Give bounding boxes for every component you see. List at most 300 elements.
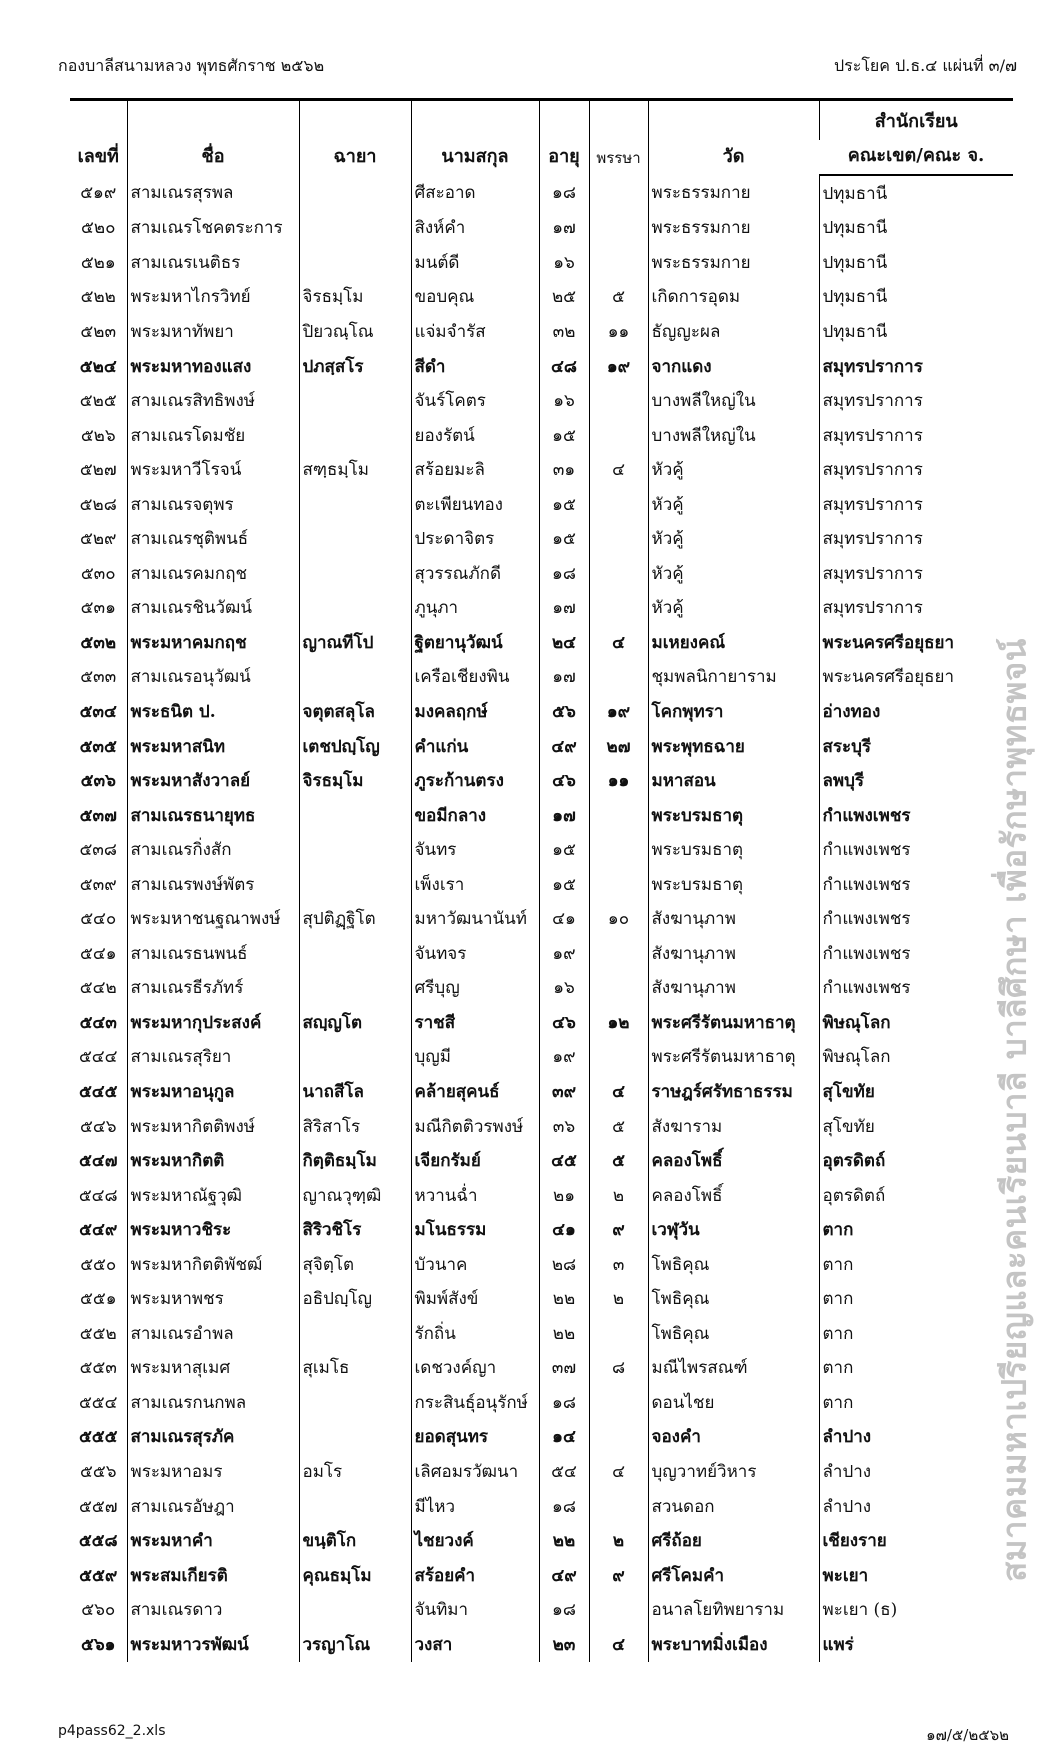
row-age: ๑๗ — [539, 591, 589, 626]
row-vassa: ๘ — [589, 1351, 648, 1386]
row-school: ตาก — [819, 1385, 1013, 1420]
row-name: พระมหาสังวาลย์ — [127, 763, 299, 798]
row-school: สมุทรปราการ — [819, 556, 1013, 591]
row-name: สามเณรชุติพนธ์ — [127, 521, 299, 556]
row-alias: นาถสีโล — [299, 1074, 411, 1109]
row-school: ตาก — [819, 1212, 1013, 1247]
row-number: ๕๓๙ — [79, 874, 117, 895]
header-right: ประโยค ป.ธ.๔ แผ่นที่ ๓/๗ — [833, 56, 1017, 75]
row-number: ๕๓๗ — [79, 805, 117, 826]
row-surname: ประดาจิตร — [411, 521, 539, 556]
row-surname: สีดำ — [411, 349, 539, 384]
row-alias: ญาณวุฑฺฒิ — [299, 1178, 411, 1213]
table-row — [70, 1489, 1013, 1524]
row-name: พระมหาวชิระ — [127, 1212, 299, 1247]
row-alias: กิตฺติธมฺโม — [299, 1143, 411, 1178]
table-row — [70, 832, 1013, 867]
row-age: ๕๔ — [539, 1454, 589, 1489]
row-vassa: ๕ — [589, 1109, 648, 1144]
row-name: พระมหาณัฐวุฒิ — [127, 1178, 299, 1213]
row-surname: เครือเชียงพิน — [411, 660, 539, 695]
row-alias — [299, 245, 411, 280]
table-row — [70, 1592, 1013, 1627]
table-row — [70, 901, 1013, 936]
row-surname: เลิศอมรวัฒนา — [411, 1454, 539, 1489]
row-school: ลำปาง — [819, 1489, 1013, 1524]
row-surname: ราชสี — [411, 1005, 539, 1040]
table-row — [70, 1316, 1013, 1351]
row-surname: เพ็งเรา — [411, 867, 539, 902]
row-temple: หัวคู้ — [648, 452, 819, 487]
row-name: พระมหาสุเมศ — [127, 1351, 299, 1386]
row-name: สามเณรเนติธร — [127, 245, 299, 280]
row-number: ๕๒๐ — [81, 218, 116, 239]
row-age: ๓๑ — [539, 452, 589, 487]
row-temple: เกิดการอุดม — [648, 280, 819, 315]
row-temple: หัวคู้ — [648, 591, 819, 626]
row-age: ๔๙ — [539, 729, 589, 764]
row-name: พระมหาคำ — [127, 1523, 299, 1558]
row-surname: ยองรัตน์ — [411, 418, 539, 453]
row-surname: มณีกิตติวรพงษ์ — [411, 1109, 539, 1144]
row-number: ๕๖๐ — [81, 1600, 116, 1621]
row-surname: บุญมี — [411, 1040, 539, 1075]
row-surname: ขอบคุณ — [411, 280, 539, 315]
row-alias — [299, 832, 411, 867]
row-temple: พระศรีรัตนมหาธาตุ — [648, 1005, 819, 1040]
row-name: สามเณรจตุพร — [127, 487, 299, 522]
row-vassa — [589, 211, 648, 246]
row-temple: ศรีโคมคำ — [648, 1558, 819, 1593]
row-name: สามเณรกิ่งสัก — [127, 832, 299, 867]
row-vassa — [589, 1316, 648, 1351]
row-temple: สวนดอก — [648, 1489, 819, 1524]
row-number: ๕๓๐ — [80, 563, 116, 584]
row-school: พะเยา (ธ) — [819, 1592, 1013, 1627]
row-alias — [299, 936, 411, 971]
table-row — [70, 591, 1013, 626]
row-age: ๒๕ — [539, 280, 589, 315]
row-alias — [299, 867, 411, 902]
row-age: ๒๘ — [539, 1247, 589, 1282]
row-temple: โพธิคุณ — [648, 1282, 819, 1317]
row-surname: ฐิตยานุวัฒน์ — [411, 625, 539, 660]
row-school: สระบุรี — [819, 729, 1013, 764]
col-header-vassa: พรรษา — [589, 100, 648, 176]
row-school: ตาก — [819, 1316, 1013, 1351]
row-surname: ขอมีกลาง — [411, 798, 539, 833]
row-vassa: ๔ — [589, 452, 648, 487]
table-row — [70, 245, 1013, 280]
row-number: ๕๔๓ — [79, 1012, 117, 1033]
row-temple: ดอนไชย — [648, 1385, 819, 1420]
row-school: ลำปาง — [819, 1420, 1013, 1455]
row-number: ๕๕๐ — [80, 1254, 117, 1275]
row-temple: สังฆาราม — [648, 1109, 819, 1144]
row-temple: ราษฎร์ศรัทธาธรรม — [648, 1074, 819, 1109]
row-temple: พระศรีรัตนมหาธาตุ — [648, 1040, 819, 1075]
row-vassa — [589, 1040, 648, 1075]
row-vassa — [589, 798, 648, 833]
row-surname: หวานฉ่ำ — [411, 1178, 539, 1213]
row-name: พระสมเกียรติ — [127, 1558, 299, 1593]
table-row — [70, 729, 1013, 764]
row-age: ๑๘ — [539, 1385, 589, 1420]
row-school: สมุทรปราการ — [819, 591, 1013, 626]
row-temple: พระธรรมกาย — [648, 175, 819, 211]
row-number: ๕๖๑ — [81, 1634, 116, 1655]
row-number: ๕๔๐ — [80, 909, 117, 930]
row-alias: ปิยวณฺโณ — [299, 314, 411, 349]
table-row — [70, 1178, 1013, 1213]
row-surname: สร้อยคำ — [411, 1558, 539, 1593]
row-age: ๑๖ — [539, 245, 589, 280]
row-number: ๕๑๙ — [80, 183, 117, 204]
row-temple: พระบรมธาตุ — [648, 832, 819, 867]
row-alias: จิรธมฺโม — [299, 280, 411, 315]
footer-filename: p4pass62_2.xls — [58, 1723, 166, 1739]
row-surname: สิงห์คำ — [411, 211, 539, 246]
row-age: ๔๘ — [539, 349, 589, 384]
row-temple: หัวคู้ — [648, 556, 819, 591]
row-school: สมุทรปราการ — [819, 487, 1013, 522]
row-surname: มนต์ดี — [411, 245, 539, 280]
row-alias — [299, 1592, 411, 1627]
row-age: ๑๘ — [539, 1489, 589, 1524]
table-row — [70, 349, 1013, 384]
row-name: พระมหากิตติพงษ์ — [127, 1109, 299, 1144]
row-school: พิษณุโลก — [819, 1040, 1013, 1075]
row-vassa — [589, 660, 648, 695]
row-vassa: ๕ — [589, 1143, 648, 1178]
row-vassa: ๔ — [589, 1074, 648, 1109]
row-alias — [299, 211, 411, 246]
row-name: สามเณรธนายุทธ — [127, 798, 299, 833]
table-row — [70, 1351, 1013, 1386]
row-age: ๔๖ — [539, 1005, 589, 1040]
row-number: ๕๒๔ — [79, 356, 117, 377]
table-row — [70, 1627, 1013, 1662]
table-row — [70, 694, 1013, 729]
row-name: สามเณรสุริยา — [127, 1040, 299, 1075]
row-alias — [299, 1040, 411, 1075]
row-age: ๑๙ — [539, 936, 589, 971]
row-school: พระนครศรีอยุธยา — [819, 625, 1013, 660]
row-school: อุตรดิตถ์ — [819, 1178, 1013, 1213]
row-vassa — [589, 245, 648, 280]
row-number: ๕๔๕ — [78, 1081, 118, 1102]
row-surname: เดชวงค์ญา — [411, 1351, 539, 1386]
row-temple: พระบรมธาตุ — [648, 798, 819, 833]
row-school: ปทุมธานี — [819, 314, 1013, 349]
row-vassa — [589, 521, 648, 556]
row-name: พระมหากุประสงค์ — [127, 1005, 299, 1040]
table-row — [70, 1212, 1013, 1247]
row-surname: เจียกรัมย์ — [411, 1143, 539, 1178]
row-number: ๕๔๙ — [79, 1220, 118, 1241]
col-header-alias: ฉายา — [299, 100, 411, 176]
row-age: ๒๒ — [539, 1316, 589, 1351]
row-vassa — [589, 1420, 648, 1455]
row-alias — [299, 1316, 411, 1351]
row-surname: มหาวัฒนานันท์ — [411, 901, 539, 936]
row-school: พิษณุโลก — [819, 1005, 1013, 1040]
row-age: ๔๖ — [539, 763, 589, 798]
row-temple: พระบรมธาตุ — [648, 867, 819, 902]
row-surname: มโนธรรม — [411, 1212, 539, 1247]
col-header-surname: นามสกุล — [411, 100, 539, 176]
row-school: ลำปาง — [819, 1454, 1013, 1489]
row-temple: บางพลีใหญ่ใน — [648, 383, 819, 418]
row-temple: หัวคู้ — [648, 521, 819, 556]
row-name: สามเณรโดมชัย — [127, 418, 299, 453]
row-age: ๕๖ — [539, 694, 589, 729]
table-row — [70, 798, 1013, 833]
table-row — [70, 452, 1013, 487]
row-temple: เวฬุวัน — [648, 1212, 819, 1247]
row-age: ๒๑ — [539, 1178, 589, 1213]
row-vassa: ๔ — [589, 625, 648, 660]
row-alias — [299, 798, 411, 833]
row-school: สุโขทัย — [819, 1074, 1013, 1109]
row-number: ๕๔๗ — [78, 1151, 118, 1172]
row-age: ๑๙ — [539, 1040, 589, 1075]
table-row — [70, 1247, 1013, 1282]
table-row — [70, 521, 1013, 556]
row-vassa — [589, 418, 648, 453]
row-age: ๑๘ — [539, 1592, 589, 1627]
row-vassa: ๓ — [589, 1247, 648, 1282]
row-surname: จันทจร — [411, 936, 539, 971]
row-number: ๕๕๘ — [78, 1531, 118, 1552]
row-name: สามเณรธีรภัทร์ — [127, 971, 299, 1006]
row-age: ๒๔ — [539, 625, 589, 660]
row-alias: สฑฺธมฺโม — [299, 452, 411, 487]
row-school: สมุทรปราการ — [819, 418, 1013, 453]
row-age: ๑๕ — [539, 521, 589, 556]
row-number: ๕๔๘ — [78, 1185, 118, 1206]
row-age: ๑๕ — [539, 867, 589, 902]
row-alias: ปภสฺสโร — [299, 349, 411, 384]
row-number: ๕๓๘ — [79, 840, 118, 861]
row-vassa — [589, 383, 648, 418]
row-name: สามเณรสุรพล — [127, 175, 299, 211]
row-temple: พระธรรมกาย — [648, 245, 819, 280]
row-surname: จันทร — [411, 832, 539, 867]
col-header-temple: วัด — [648, 100, 819, 176]
table-row — [70, 936, 1013, 971]
row-alias: สุเมโธ — [299, 1351, 411, 1386]
row-number: ๕๔๒ — [79, 978, 117, 999]
row-vassa: ๔ — [589, 1454, 648, 1489]
row-vassa: ๑๑ — [589, 763, 648, 798]
row-name: พระมหาอมร — [127, 1454, 299, 1489]
row-name: พระมหาคมกฤช — [127, 625, 299, 660]
row-surname: ภูนุภา — [411, 591, 539, 626]
row-age: ๔๑ — [539, 1212, 589, 1247]
row-school: ปทุมธานี — [819, 280, 1013, 315]
row-alias: เตชปญฺโญ — [299, 729, 411, 764]
table-row — [70, 1282, 1013, 1317]
row-number: ๕๔๖ — [79, 1116, 117, 1137]
row-alias — [299, 487, 411, 522]
table-row — [70, 763, 1013, 798]
row-school: แพร่ — [819, 1627, 1013, 1662]
row-alias — [299, 521, 411, 556]
row-name: สามเณรโชคตระการ — [127, 211, 299, 246]
row-temple: พระพุทธฉาย — [648, 729, 819, 764]
row-surname: จันร์โคตร — [411, 383, 539, 418]
row-name: พระมหาวีโรจน์ — [127, 452, 299, 487]
row-vassa — [589, 867, 648, 902]
row-name: พระมหากิตติ — [127, 1143, 299, 1178]
row-age: ๒๒ — [539, 1282, 589, 1317]
row-school: ปทุมธานี — [819, 175, 1013, 211]
row-temple: สังฆานุภาพ — [648, 936, 819, 971]
row-number: ๕๔๔ — [78, 1047, 118, 1068]
table-row — [70, 1005, 1013, 1040]
row-number: ๕๓๓ — [80, 667, 117, 688]
row-number: ๕๒๘ — [79, 494, 117, 515]
row-school: พระนครศรีอยุธยา — [819, 660, 1013, 695]
row-temple: จากแดง — [648, 349, 819, 384]
row-surname: ตะเพียนทอง — [411, 487, 539, 522]
row-alias: คุณธมฺโม — [299, 1558, 411, 1593]
row-vassa: ๒ — [589, 1282, 648, 1317]
row-temple: โพธิคุณ — [648, 1316, 819, 1351]
row-temple: สังฆานุภาพ — [648, 971, 819, 1006]
row-surname: ภูระก้านตรง — [411, 763, 539, 798]
row-age: ๓๗ — [539, 1351, 589, 1386]
table-row — [70, 1040, 1013, 1075]
row-number: ๕๒๑ — [80, 252, 116, 273]
row-vassa — [589, 487, 648, 522]
row-age: ๑๖ — [539, 383, 589, 418]
row-name: พระมหาอนุกูล — [127, 1074, 299, 1109]
row-number: ๕๕๓ — [79, 1358, 117, 1379]
row-name: สามเณรคมกฤช — [127, 556, 299, 591]
row-surname: คำแก่น — [411, 729, 539, 764]
table-row — [70, 1523, 1013, 1558]
table-row — [70, 1109, 1013, 1144]
row-alias: สิริวชิโร — [299, 1212, 411, 1247]
row-number: ๕๒๗ — [79, 460, 117, 481]
row-alias: จิรธมฺโม — [299, 763, 411, 798]
row-temple: สังฆานุภาพ — [648, 901, 819, 936]
row-school: อ่างทอง — [819, 694, 1013, 729]
row-school: กำแพงเพชร — [819, 901, 1013, 936]
row-alias: อธิปญฺโญ — [299, 1282, 411, 1317]
footer-date: ๑๗/๕/๒๕๖๒ — [926, 1726, 1009, 1744]
row-alias — [299, 660, 411, 695]
row-number: ๕๒๒ — [80, 287, 116, 308]
row-temple: โพธิคุณ — [648, 1247, 819, 1282]
row-temple: ชุมพลนิกายาราม — [648, 660, 819, 695]
row-surname: สร้อยมะลิ — [411, 452, 539, 487]
table-row — [70, 971, 1013, 1006]
col-header-no: เลขที่ — [70, 100, 127, 176]
row-number: ๕๒๕ — [79, 391, 117, 412]
row-alias: ขนฺติโก — [299, 1523, 411, 1558]
row-number: ๕๕๑ — [79, 1289, 117, 1310]
row-name: พระมหาทัพยา — [127, 314, 299, 349]
row-alias: สุจิตฺโต — [299, 1247, 411, 1282]
row-surname: จันทิมา — [411, 1592, 539, 1627]
row-temple: มเหยงคณ์ — [648, 625, 819, 660]
row-vassa: ๑๑ — [589, 314, 648, 349]
row-age: ๑๘ — [539, 175, 589, 211]
row-number: ๕๕๗ — [78, 1496, 118, 1517]
row-surname: แจ่มจำรัส — [411, 314, 539, 349]
row-temple: หัวคู้ — [648, 487, 819, 522]
row-age: ๑๗ — [539, 798, 589, 833]
row-number: ๕๒๖ — [80, 425, 116, 446]
row-age: ๒๒ — [539, 1523, 589, 1558]
table-row — [70, 625, 1013, 660]
row-temple: คลองโพธิ์ — [648, 1143, 819, 1178]
row-temple: พระบาทมิ่งเมือง — [648, 1627, 819, 1662]
row-school: พะเยา — [819, 1558, 1013, 1593]
row-vassa: ๔ — [589, 1627, 648, 1662]
row-number: ๕๓๒ — [80, 632, 117, 653]
row-age: ๑๔ — [539, 1420, 589, 1455]
row-age: ๑๗ — [539, 660, 589, 695]
row-temple: บุญวาทย์วิหาร — [648, 1454, 819, 1489]
row-vassa: ๒ — [589, 1523, 648, 1558]
table-row — [70, 1420, 1013, 1455]
row-number: ๕๕๙ — [79, 1565, 118, 1586]
row-alias — [299, 1420, 411, 1455]
row-number: ๕๕๒ — [79, 1323, 117, 1344]
row-school: กำแพงเพชร — [819, 936, 1013, 971]
row-age: ๑๕ — [539, 832, 589, 867]
row-name: สามเณรดาว — [127, 1592, 299, 1627]
row-surname: พิมพ์สังข์ — [411, 1282, 539, 1317]
row-school: สมุทรปราการ — [819, 349, 1013, 384]
row-surname: มงคลฤกษ์ — [411, 694, 539, 729]
table-row — [70, 556, 1013, 591]
row-school: ตาก — [819, 1282, 1013, 1317]
row-school: ตาก — [819, 1247, 1013, 1282]
row-surname: สุวรรณภักดี — [411, 556, 539, 591]
row-temple: คลองโพธิ์ — [648, 1178, 819, 1213]
row-name: สามเณรอัษฎา — [127, 1489, 299, 1524]
row-vassa — [589, 1592, 648, 1627]
row-temple: อนาลโยทิพยาราม — [648, 1592, 819, 1627]
row-vassa: ๑๙ — [589, 694, 648, 729]
row-number: ๕๕๔ — [78, 1392, 118, 1413]
row-vassa: ๑๙ — [589, 349, 648, 384]
table-row — [70, 211, 1013, 246]
row-name: สามเณรชินวัฒน์ — [127, 591, 299, 626]
row-school: ปทุมธานี — [819, 245, 1013, 280]
row-number: ๕๓๕ — [79, 736, 117, 757]
table-row — [70, 1558, 1013, 1593]
row-name: พระธนิต ป. — [127, 694, 299, 729]
table-row — [70, 487, 1013, 522]
row-number: ๕๓๖ — [80, 771, 116, 792]
row-name: สามเณรสุรภัค — [127, 1420, 299, 1455]
row-number: ๕๔๑ — [79, 943, 117, 964]
row-vassa — [589, 556, 648, 591]
row-number: ๕๒๙ — [79, 529, 117, 550]
row-number: ๕๓๔ — [79, 701, 117, 722]
table-row — [70, 1454, 1013, 1489]
row-name: พระมหากิตติพัชฒ์ — [127, 1247, 299, 1282]
row-number: ๕๕๖ — [79, 1462, 117, 1482]
row-temple: บางพลีใหญ่ใน — [648, 418, 819, 453]
table-row — [70, 418, 1013, 453]
